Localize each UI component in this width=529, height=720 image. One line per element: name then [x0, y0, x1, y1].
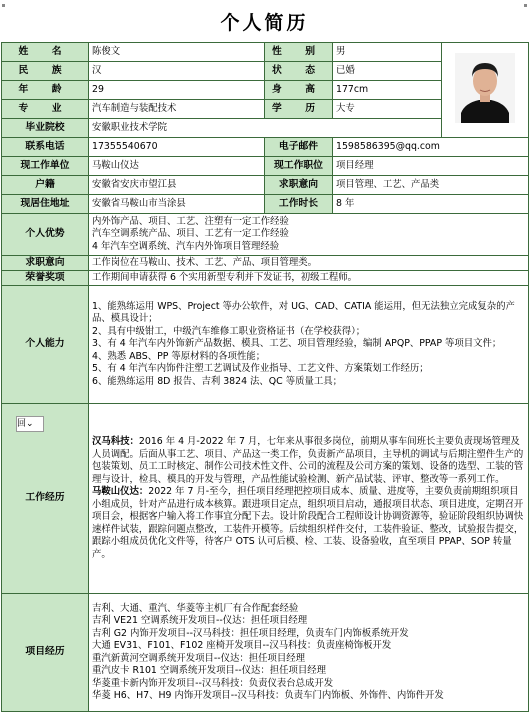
experience-text: 2016 年 4 月-2022 年 7 月，七年来从事很多岗位，前期从事车间班长主要负责现场管理及人员调配。后面从事工艺、项目、产品这一类工作，负责新产品项目，主导机的调试与后期注塑件生产的包装策划、员工工时核定、制作公司技术性文件、公司的流程及公司方案的策划、设备的选型、工装的管理与设计，检具、模具的开发与管理，产品性能试验检测、新产品试装、评审、整改等一系列工作。 [92, 436, 524, 485]
current-position-label: 现工作职位 [265, 157, 333, 176]
page-title: 个人简历 [220, 12, 309, 34]
experience-list [89, 404, 529, 594]
phone-value: 17355540670 [89, 138, 265, 157]
strengths-list [89, 214, 529, 256]
gender-value: 男 [333, 43, 442, 62]
experience-label: 工作经历 [2, 404, 89, 594]
target-region-label: 求职意向 [2, 256, 89, 271]
strength-item: 4 年汽车空调系统、汽车内外饰项目管理经验 [92, 240, 280, 252]
intention-label: 求职意向 [265, 176, 333, 195]
experience-item [92, 486, 525, 561]
experience-company: 马鞍山仪达： [92, 486, 149, 497]
school-label: 毕业院校 [2, 119, 89, 138]
target-region-value: 工作岗位在马鞍山、技术、工艺、产品、项目管理类。 [89, 256, 529, 271]
current-employer-label: 现工作单位 [2, 157, 89, 176]
name-label: 姓 名 [2, 43, 89, 62]
education-label: 学 历 [265, 100, 333, 119]
height-value: 177cm [333, 81, 442, 100]
honors-value: 工作期间申请获得 6 个实用新型专利并下发证书，初级工程师。 [89, 271, 529, 286]
gender-label: 性 别 [265, 43, 333, 62]
project-item: 重汽皮卡 R101 空调系统开发项目--仪达：担任项目经理 [92, 665, 327, 676]
ability-item: 6、能熟练运用 8D 报告、吉利 3824 法、QC 等质量工具； [92, 375, 342, 387]
collapse-label: 回 [17, 419, 27, 429]
project-item: 吉利 G2 内饰开发项目--汉马科技：担任项目经理，负责车门内饰板系统开发 [92, 627, 409, 639]
project-item: 华菱 H6、H7、H9 内饰开发项目--汉马科技：负责车门内饰板、外饰件、内饰件开发 [92, 690, 444, 701]
ability-item: 2、具有中级钳工，中级汽车维修工职业资格证书（在学校获得）； [92, 325, 366, 337]
project-item: 吉利 VE21 空调系统开发项目--仪达：担任项目经理 [92, 615, 308, 626]
tenure-label: 工作时长 [265, 195, 333, 214]
hukou-label: 户籍 [2, 176, 89, 195]
intention-value: 项目管理、工艺、产品类 [333, 176, 529, 195]
ethnicity-value: 汉 [89, 62, 265, 81]
education-value: 大专 [333, 100, 442, 119]
abilities-label: 个人能力 [2, 286, 89, 404]
ability-item: 4、熟悉 ABS、PP 等原材料的各项性能； [92, 350, 266, 362]
major-value: 汽车制造与装配技术 [89, 100, 265, 119]
projects-list [89, 594, 529, 712]
tenure-value: 8 年 [333, 195, 529, 214]
project-item: 重汽新黄河空调系统开发项目--仪达：担任项目经理 [92, 652, 306, 664]
phone-label: 联系电话 [2, 138, 89, 157]
email-label: 电子邮件 [265, 138, 333, 157]
resume-table [1, 42, 529, 712]
avatar [455, 53, 515, 123]
marital-label: 状 态 [265, 62, 333, 81]
major-label: 专 业 [2, 100, 89, 119]
ability-item: 1、能熟练运用 WPS、Project 等办公软件，对 UG、CAD、CATIA 能运用，但无法独立完成复杂的产品、模具设计； [92, 300, 515, 325]
ethnicity-label: 民 族 [2, 62, 89, 81]
chevron-down-icon: ⌄ [26, 419, 34, 429]
marital-value: 已婚 [333, 62, 442, 81]
height-label: 身 高 [265, 81, 333, 100]
ability-item: 3、有 4 年汽车内外饰新产品数据、模具、工艺、项目管理经验，编制 APQP、PPAP 等项目文件； [92, 338, 502, 350]
age-value: 29 [89, 81, 265, 100]
project-item: 大通 EV31、F101、F102 座椅开发项目--汉马科技：负责座椅饰板开发 [92, 640, 392, 651]
profile-photo [442, 43, 529, 138]
name-value: 陈俊文 [89, 43, 265, 62]
address-value: 安徽省马鞍山市当涂县 [89, 195, 265, 214]
current-position-value: 项目经理 [333, 157, 529, 176]
address-label: 现居住地址 [2, 195, 89, 214]
project-item: 华菱重卡新内饰开发项目--汉马科技：负责仪表台总成开发 [92, 677, 334, 689]
school-value: 安徽职业技术学院 [89, 119, 442, 138]
abilities-list [89, 286, 529, 404]
experience-item [92, 436, 525, 486]
projects-label: 项目经历 [2, 594, 89, 712]
email-value: 1598586395@qq.com [333, 138, 529, 157]
collapse-toggle-button[interactable] [16, 416, 44, 432]
project-item: 吉利、大通、重汽、华菱等主机厂有合作配套经验 [92, 602, 299, 614]
strength-item: 内外饰产品、项目、工艺、注塑有一定工作经验 [92, 215, 289, 227]
current-employer-value: 马鞍山仪达 [89, 157, 265, 176]
experience-company: 汉马科技： [92, 436, 139, 447]
ability-item: 5、有 4 年汽车内饰件注塑工艺调试及作业指导、工艺文件、方案策划工作经历； [92, 363, 429, 375]
strength-item: 汽车空调系统产品、项目、工艺有一定工作经验 [92, 228, 289, 240]
experience-text: 2022 年 7 月-至今，担任项目经理把控项目成本、质量、进度等，主要负责前期组织项目小组成员，针对产品进行成本核算。跟进项目定点，组织项目启动，通报项目状态、项目进度，定期召开项目会，根据客户输入将工作事宜分配下去。设计阶段配合工程师设计协调资源等，验证阶段组织协调快速样件试装，跟踪问题点整改，工装件开模等。后续组织样件交付，工装件验证、整改，试验报告提交，跟踪小组成员优化文件等，待客户 OTS 认可后模、检、工装、设备验收，直至项目 PPAP、SOP 转量产。 [92, 486, 524, 560]
strengths-label: 个人优势 [2, 214, 89, 256]
honors-label: 荣誉奖项 [2, 271, 89, 286]
age-label: 年 龄 [2, 81, 89, 100]
hukou-value: 安徽省安庆市望江县 [89, 176, 265, 195]
